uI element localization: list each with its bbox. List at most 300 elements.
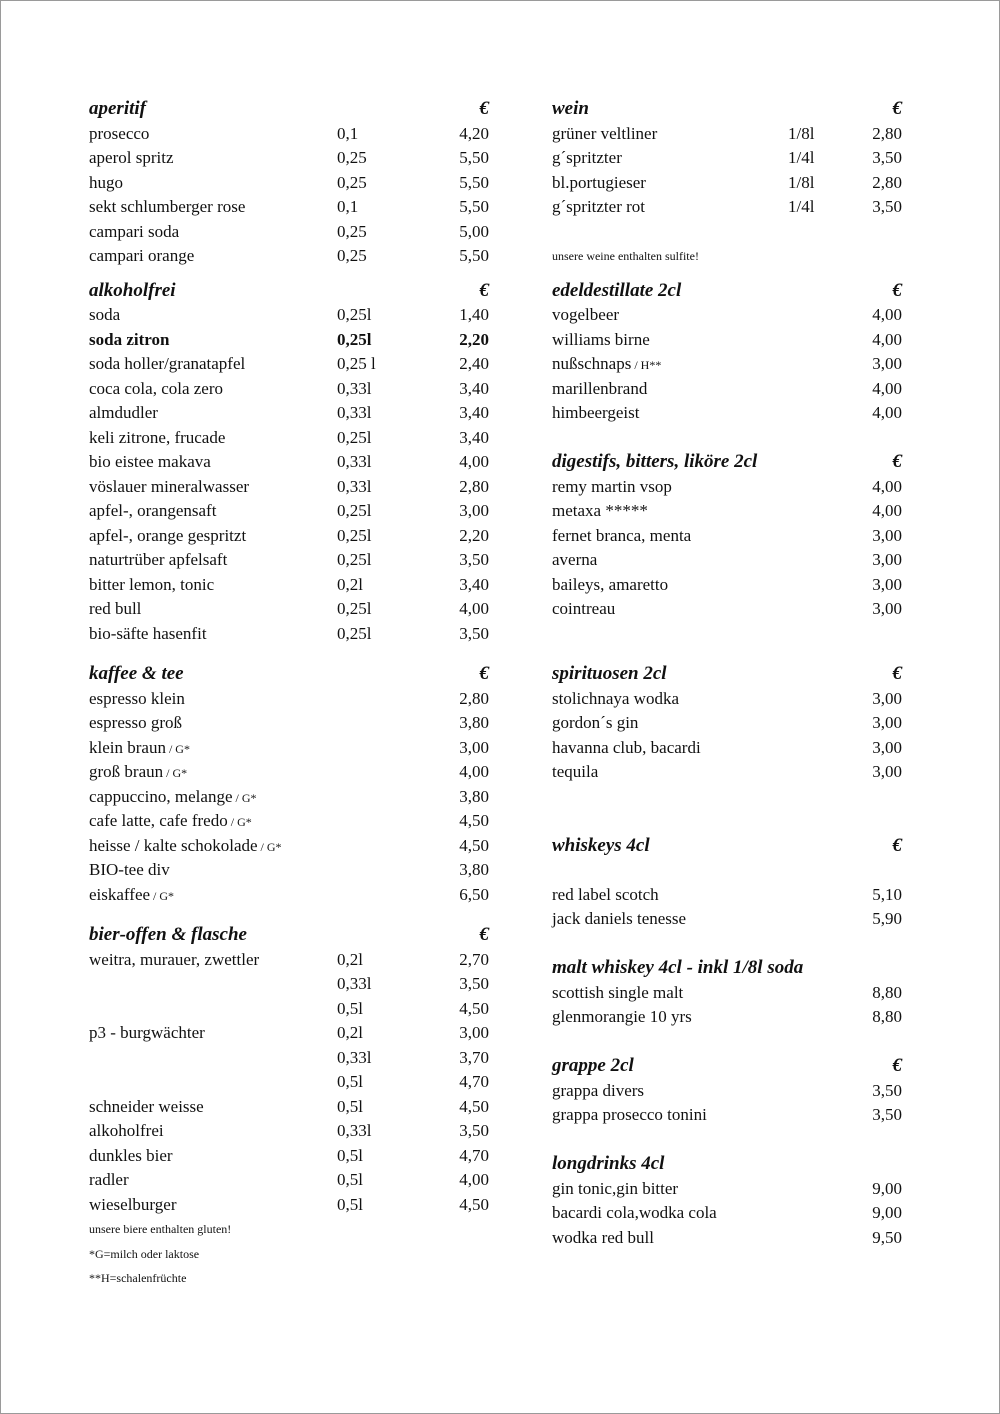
item-size: 0,25l xyxy=(337,599,372,618)
menu-item xyxy=(89,1119,489,1144)
item-price: 3,00 xyxy=(872,762,902,781)
item-name-text: heisse / kalte schokolade xyxy=(89,835,258,855)
currency-symbol: € xyxy=(892,1055,902,1076)
item-price: 9,50 xyxy=(872,1227,902,1247)
item-price: 3,50 xyxy=(459,623,489,643)
menu-item xyxy=(89,1070,489,1095)
currency-symbol: € xyxy=(479,924,489,945)
item-price: 3,40 xyxy=(459,427,489,447)
item-size: 0,33l xyxy=(337,452,372,471)
item-price: 4,70 xyxy=(459,1072,489,1091)
menu-item xyxy=(89,997,489,1022)
item-price: 5,50 xyxy=(459,148,489,167)
item-price: 4,00 xyxy=(872,476,902,496)
menu-item xyxy=(552,352,902,377)
item-name: campari orange xyxy=(89,246,195,265)
menu-item xyxy=(89,475,489,500)
item-name: metaxa ***** xyxy=(552,501,648,520)
menu-item xyxy=(89,785,489,810)
allergen-note: / G* xyxy=(150,888,175,903)
menu-item xyxy=(552,907,902,932)
footnote-text: *G=milch oder laktose xyxy=(89,1246,200,1261)
section-title: whiskeys 4cl xyxy=(552,834,650,856)
item-price: 4,50 xyxy=(459,811,489,830)
item-price: 4,50 xyxy=(459,1096,489,1116)
menu-item xyxy=(552,146,902,171)
blank-line xyxy=(552,622,902,647)
item-price: 4,00 xyxy=(872,378,902,398)
item-name-text: klein braun xyxy=(89,737,166,757)
section-title: grappe 2cl xyxy=(552,1055,634,1076)
menu-item xyxy=(552,499,902,524)
item-price: 3,50 xyxy=(872,197,902,216)
item-price: 5,50 xyxy=(459,172,489,192)
section-title: wein xyxy=(552,98,589,119)
menu-item xyxy=(552,195,902,220)
item-name: himbeergeist xyxy=(552,403,640,422)
menu-item xyxy=(89,573,489,598)
item-size: 0,5l xyxy=(337,1145,363,1165)
item-size: 0,1 xyxy=(337,197,359,216)
menu-item xyxy=(89,524,489,549)
item-price: 2,20 xyxy=(459,329,489,349)
section-heading xyxy=(552,450,902,475)
spacer xyxy=(552,646,902,662)
item-name xyxy=(89,760,187,786)
item-name-text: cafe latte, cafe fredo xyxy=(89,811,228,830)
section-heading xyxy=(552,1152,902,1177)
item-size: 0,33l xyxy=(337,974,372,993)
item-price: 3,80 xyxy=(459,786,489,806)
menu-item xyxy=(89,597,489,622)
menu-item xyxy=(89,244,489,269)
section-title: kaffee & tee xyxy=(89,663,184,684)
item-price: 3,00 xyxy=(872,713,902,732)
allergen-note: / G* xyxy=(163,766,188,780)
item-size: 0,25 l xyxy=(337,354,376,373)
item-price: 2,80 xyxy=(872,123,902,143)
item-size: 1/8l xyxy=(788,123,815,143)
currency-symbol: € xyxy=(892,279,902,301)
menu-item xyxy=(89,450,489,475)
menu-item xyxy=(552,597,902,622)
item-name: soda holler/granatapfel xyxy=(89,354,246,373)
item-name: williams birne xyxy=(552,329,650,349)
section-title: aperitif xyxy=(89,98,146,119)
footnote xyxy=(89,1266,489,1291)
menu-item xyxy=(89,972,489,997)
allergen-note: / G* xyxy=(232,790,257,805)
menu-item xyxy=(552,573,902,598)
section-heading xyxy=(552,279,902,304)
item-name xyxy=(89,834,282,860)
menu-item xyxy=(552,1079,902,1104)
item-size: 0,33l xyxy=(337,403,372,422)
menu-item xyxy=(89,352,489,377)
menu-item xyxy=(89,1021,489,1046)
item-name: stolichnaya wodka xyxy=(552,688,679,708)
item-price: 3,00 xyxy=(872,599,902,618)
item-size: 0,25 xyxy=(337,246,367,265)
item-price: 4,00 xyxy=(459,1170,489,1189)
item-name: dunkles bier xyxy=(89,1145,173,1165)
item-name: campari soda xyxy=(89,221,180,241)
menu-item xyxy=(89,687,489,712)
currency-symbol: € xyxy=(479,98,489,119)
item-price: 5,00 xyxy=(459,221,489,241)
item-name: gordon´s gin xyxy=(552,713,639,732)
item-size: 0,25l xyxy=(337,329,372,349)
item-name: bio-säfte hasenfit xyxy=(89,623,207,643)
menu-item xyxy=(552,760,902,785)
item-price: 2,40 xyxy=(459,354,489,373)
menu-item xyxy=(89,622,489,647)
item-price: 5,50 xyxy=(459,197,489,216)
item-name: red label scotch xyxy=(552,884,659,904)
item-price: 3,50 xyxy=(459,974,489,993)
spacer xyxy=(89,646,489,662)
item-price: 3,80 xyxy=(459,860,489,879)
menu-item xyxy=(89,948,489,973)
section-heading xyxy=(552,97,902,122)
menu-item xyxy=(89,1144,489,1169)
menu-item xyxy=(552,524,902,549)
item-size: 0,25 xyxy=(337,221,367,241)
item-name: remy martin vsop xyxy=(552,476,672,496)
menu-item xyxy=(89,195,489,220)
currency-symbol: € xyxy=(892,663,902,684)
spacer xyxy=(89,907,489,923)
item-name: red bull xyxy=(89,599,142,618)
item-price: 3,70 xyxy=(459,1047,489,1067)
menu-item xyxy=(89,834,489,859)
footnote-text: unsere weine enthalten sulfite! xyxy=(552,249,699,263)
menu-item xyxy=(89,1095,489,1120)
item-name xyxy=(89,883,174,909)
item-price: 3,00 xyxy=(872,688,902,708)
section-heading xyxy=(552,834,902,859)
item-name: havanna club, bacardi xyxy=(552,737,701,757)
menu-item xyxy=(552,303,902,328)
blank-line xyxy=(552,220,902,245)
menu-item xyxy=(89,328,489,353)
item-price: 4,00 xyxy=(872,305,902,324)
footnote-text: unsere biere enthalten gluten! xyxy=(89,1222,232,1236)
menu-item xyxy=(89,220,489,245)
item-name: gin tonic,gin bitter xyxy=(552,1178,679,1198)
item-price: 4,00 xyxy=(459,452,489,471)
spacer xyxy=(89,269,489,279)
section-heading xyxy=(89,923,489,948)
section-title: edeldestillate 2cl xyxy=(552,279,682,301)
menu-item xyxy=(89,711,489,736)
item-price: 3,00 xyxy=(459,501,489,520)
item-name: g´spritzter xyxy=(552,148,622,167)
item-name: coca cola, cola zero xyxy=(89,378,224,398)
item-price: 3,50 xyxy=(872,1080,902,1100)
item-name: BIO-tee div xyxy=(89,860,170,879)
item-price: 3,40 xyxy=(459,574,489,594)
item-price: 4,00 xyxy=(872,329,902,349)
item-price: 2,80 xyxy=(872,172,902,192)
item-name: apfel-, orangensaft xyxy=(89,501,217,520)
currency-symbol: € xyxy=(479,279,489,301)
item-name: hugo xyxy=(89,172,123,192)
item-price: 9,00 xyxy=(872,1178,902,1198)
menu-item xyxy=(552,1005,902,1030)
menu-item xyxy=(89,122,489,147)
section-heading xyxy=(552,1054,902,1079)
allergen-note: / G* xyxy=(257,839,282,854)
blank-line xyxy=(552,809,902,834)
item-name-text: cappuccino, melange xyxy=(89,786,233,806)
item-price: 3,80 xyxy=(459,713,489,732)
menu-item xyxy=(552,475,902,500)
menu-item xyxy=(89,736,489,761)
item-size: 0,5l xyxy=(337,1194,363,1214)
item-price: 3,00 xyxy=(872,354,902,373)
section-heading xyxy=(89,279,489,304)
item-price: 5,50 xyxy=(459,246,489,265)
left-column xyxy=(89,97,489,1291)
item-size: 0,1 xyxy=(337,123,359,143)
item-price: 5,90 xyxy=(872,909,902,928)
menu-item xyxy=(89,809,489,834)
item-size: 0,25l xyxy=(337,501,372,520)
section-heading xyxy=(89,662,489,687)
currency-symbol: € xyxy=(892,451,902,472)
item-size: 0,25 xyxy=(337,172,367,192)
menu-item xyxy=(89,499,489,524)
item-name: apfel-, orange gespritzt xyxy=(89,525,247,545)
menu-item xyxy=(552,711,902,736)
item-name: p3 - burgwächter xyxy=(89,1023,205,1042)
menu-item xyxy=(89,548,489,573)
item-price: 8,80 xyxy=(872,982,902,1002)
item-name: jack daniels tenesse xyxy=(552,909,687,928)
item-name: keli zitrone, frucade xyxy=(89,427,226,447)
item-name: soda zitron xyxy=(89,329,170,349)
item-name: naturtrüber apfelsaft xyxy=(89,550,228,569)
item-name: grüner veltliner xyxy=(552,123,658,143)
menu-item xyxy=(552,1201,902,1226)
section-heading xyxy=(552,956,902,981)
section-title: alkoholfrei xyxy=(89,279,176,301)
item-size: 0,25l xyxy=(337,427,372,447)
allergen-note: / G* xyxy=(227,815,252,829)
item-name: bacardi cola,wodka cola xyxy=(552,1203,717,1222)
section-title: bier-offen & flasche xyxy=(89,924,247,945)
blank-line xyxy=(552,932,902,957)
menu-item xyxy=(552,548,902,573)
item-price: 3,00 xyxy=(872,550,902,569)
item-name: espresso groß xyxy=(89,713,183,732)
blank-line xyxy=(552,858,902,883)
item-name: tequila xyxy=(552,762,599,781)
item-size: 0,5l xyxy=(337,1096,363,1116)
item-name xyxy=(89,809,252,835)
item-name: grappa divers xyxy=(552,1080,645,1100)
item-price: 4,50 xyxy=(459,835,489,855)
menu-item xyxy=(89,401,489,426)
item-size: 0,2l xyxy=(337,1023,363,1042)
item-size: 0,5l xyxy=(337,1170,363,1189)
item-name: wieselburger xyxy=(89,1194,177,1214)
currency-symbol: € xyxy=(892,834,902,856)
item-price: 3,40 xyxy=(459,403,489,422)
item-name: schneider weisse xyxy=(89,1096,204,1116)
item-name: bitter lemon, tonic xyxy=(89,574,215,594)
menu-item xyxy=(552,377,902,402)
item-price: 4,20 xyxy=(459,123,489,143)
item-price: 2,80 xyxy=(459,688,489,708)
menu-item xyxy=(89,426,489,451)
currency-symbol: € xyxy=(892,98,902,119)
item-price: 4,00 xyxy=(872,501,902,520)
item-name: glenmorangie 10 yrs xyxy=(552,1007,692,1026)
item-name-text: eiskaffee xyxy=(89,884,151,904)
blank-line xyxy=(552,1030,902,1055)
item-name xyxy=(552,352,661,378)
item-size: 0,25l xyxy=(337,623,372,643)
footnote xyxy=(89,1217,489,1242)
item-price: 4,70 xyxy=(459,1145,489,1165)
item-name: vogelbeer xyxy=(552,305,620,324)
menu-item xyxy=(89,146,489,171)
item-name: sekt schlumberger rose xyxy=(89,197,246,216)
item-price: 5,10 xyxy=(872,884,902,904)
right-column xyxy=(552,97,902,1250)
section-heading xyxy=(552,662,902,687)
footnote xyxy=(89,1242,489,1267)
blank-line xyxy=(552,785,902,810)
item-size: 1/8l xyxy=(788,172,815,192)
item-name: bio eistee makava xyxy=(89,452,211,471)
item-size: 0,25 xyxy=(337,148,367,167)
menu-item xyxy=(89,1193,489,1218)
item-price: 6,50 xyxy=(459,884,489,904)
item-price: 3,00 xyxy=(459,737,489,757)
item-name: scottish single malt xyxy=(552,982,684,1002)
menu-item xyxy=(552,981,902,1006)
item-name-text: nußschnaps xyxy=(552,354,632,373)
item-name: marillenbrand xyxy=(552,378,648,398)
item-size: 0,33l xyxy=(337,476,372,496)
section-title: spirituosen 2cl xyxy=(552,663,667,684)
item-name: cointreau xyxy=(552,599,616,618)
item-name: prosecco xyxy=(89,123,150,143)
menu-item xyxy=(552,1103,902,1128)
item-name: grappa prosecco tonini xyxy=(552,1105,707,1124)
menu-item xyxy=(552,1226,902,1251)
menu-item xyxy=(89,883,489,908)
item-size: 0,25l xyxy=(337,305,372,324)
item-price: 4,00 xyxy=(459,762,489,781)
menu-item xyxy=(89,377,489,402)
item-price: 3,00 xyxy=(872,737,902,757)
menu-item xyxy=(552,1177,902,1202)
menu-item xyxy=(89,171,489,196)
item-price: 3,00 xyxy=(872,525,902,545)
item-name: radler xyxy=(89,1170,129,1189)
item-price: 8,80 xyxy=(872,1007,902,1026)
item-price: 2,70 xyxy=(459,949,489,969)
item-price: 3,50 xyxy=(459,1121,489,1140)
footnote xyxy=(552,244,902,269)
section-title: malt whiskey 4cl - inkl 1/8l soda xyxy=(552,957,804,978)
item-name: g´spritzter rot xyxy=(552,197,645,216)
menu-item xyxy=(89,1046,489,1071)
menu-item xyxy=(552,122,902,147)
item-size: 0,33l xyxy=(337,1047,372,1067)
item-size: 1/4l xyxy=(788,197,815,216)
item-price: 4,00 xyxy=(872,403,902,422)
menu-item xyxy=(89,1168,489,1193)
item-price: 1,40 xyxy=(459,305,489,324)
currency-symbol: € xyxy=(479,663,489,684)
menu-item xyxy=(552,883,902,908)
item-name: alkoholfrei xyxy=(89,1121,164,1140)
item-name: baileys, amaretto xyxy=(552,574,669,594)
item-size: 0,5l xyxy=(337,1072,363,1091)
footnote-text: **H=schalenfrüchte xyxy=(89,1271,187,1285)
menu-item xyxy=(552,328,902,353)
item-name-text: groß braun xyxy=(89,762,164,781)
item-name: soda xyxy=(89,305,121,324)
item-size: 0,33l xyxy=(337,1121,372,1140)
item-name: aperol spritz xyxy=(89,148,174,167)
item-size: 0,25l xyxy=(337,525,372,545)
section-title: longdrinks 4cl xyxy=(552,1153,665,1174)
item-size: 0,2l xyxy=(337,574,363,594)
item-name: vöslauer mineralwasser xyxy=(89,476,250,496)
item-name: fernet branca, menta xyxy=(552,525,692,545)
item-price: 9,00 xyxy=(872,1203,902,1222)
item-price: 4,00 xyxy=(459,599,489,618)
item-price: 3,00 xyxy=(459,1023,489,1042)
item-name: wodka red bull xyxy=(552,1227,654,1247)
item-name: bl.portugieser xyxy=(552,172,646,192)
item-size: 0,25l xyxy=(337,550,372,569)
blank-line xyxy=(552,1128,902,1153)
item-price: 4,50 xyxy=(459,1194,489,1214)
item-price: 3,50 xyxy=(872,1105,902,1124)
menu-item xyxy=(552,736,902,761)
item-name xyxy=(89,785,257,811)
section-heading xyxy=(89,97,489,122)
item-price: 3,00 xyxy=(872,574,902,594)
item-price: 2,20 xyxy=(459,525,489,545)
item-size: 0,33l xyxy=(337,378,372,398)
item-price: 4,50 xyxy=(459,998,489,1018)
item-size: 0,5l xyxy=(337,998,363,1018)
menu-item xyxy=(552,687,902,712)
item-name xyxy=(89,736,190,762)
menu-item xyxy=(552,171,902,196)
item-size: 0,2l xyxy=(337,949,363,969)
spacer xyxy=(552,269,902,279)
item-price: 2,80 xyxy=(459,476,489,496)
item-name: almdudler xyxy=(89,403,158,422)
blank-line xyxy=(552,426,902,451)
item-name: espresso klein xyxy=(89,688,185,708)
allergen-note: / G* xyxy=(165,741,190,756)
allergen-note: / H** xyxy=(631,358,662,372)
item-name: averna xyxy=(552,550,598,569)
item-price: 3,40 xyxy=(459,378,489,398)
item-name: weitra, murauer, zwettler xyxy=(89,949,260,969)
menu-item xyxy=(552,401,902,426)
